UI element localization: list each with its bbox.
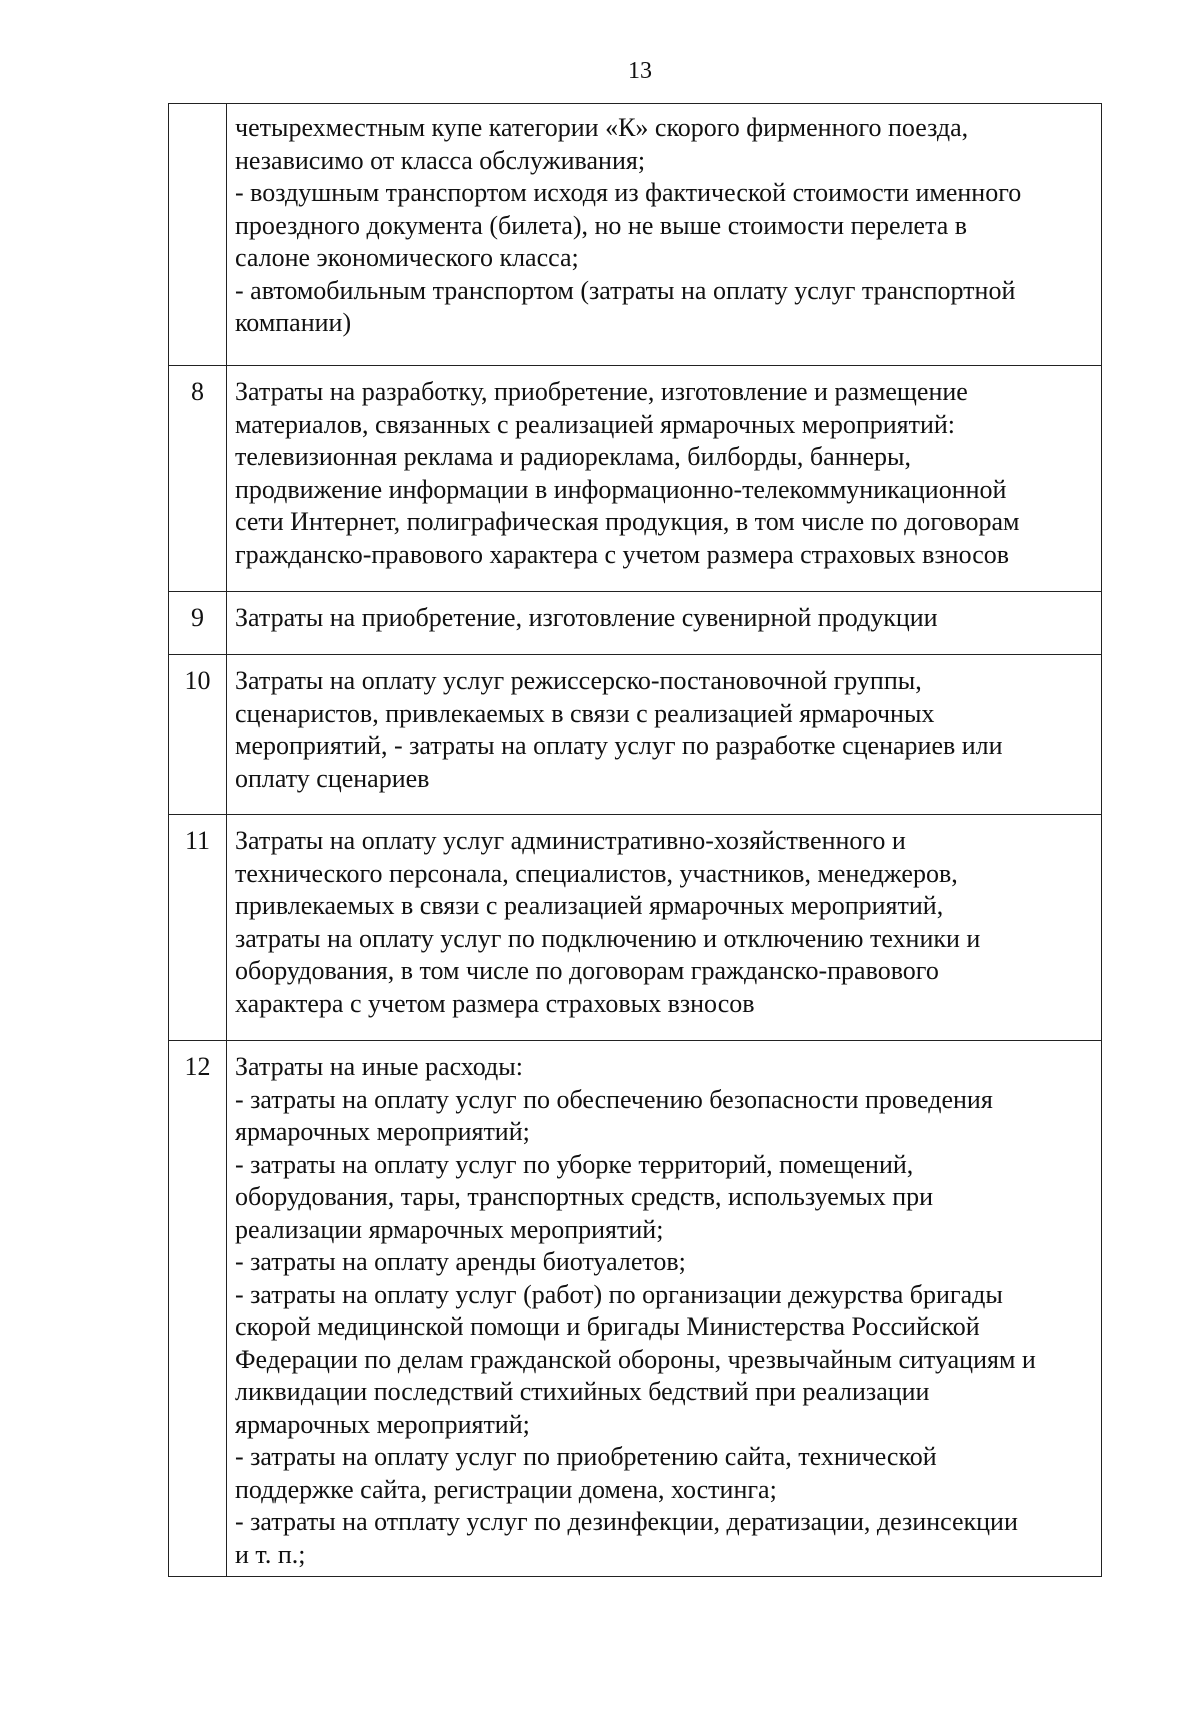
row-text xyxy=(227,815,1102,1041)
row-number: 10 xyxy=(169,655,227,815)
text-line: Затраты на приобретение, изготовление сувенирной продукции xyxy=(235,603,938,632)
table-row xyxy=(169,655,1102,815)
text-line: материалов, связанных с реализацией ярмарочных мероприятий: xyxy=(235,409,956,439)
text-line: оборудования, тары, транспортных средств, используемых при xyxy=(235,1182,934,1211)
row-text xyxy=(227,1041,1102,1577)
text-line: скорой медицинской помощи и бригады Министерства Российской xyxy=(235,1312,980,1341)
text-line: салоне экономического класса; xyxy=(235,243,579,272)
text-line: Затраты на оплату услуг режиссерско-постановочной группы, xyxy=(235,666,922,695)
text-line: Затраты на иные расходы: xyxy=(235,1052,523,1081)
text-line: четырехместным купе категории «К» скорого фирменного поезда, xyxy=(235,113,969,142)
text-line: - затраты на отплату услуг по дезинфекции, дератизации, дезинсекции xyxy=(235,1507,1018,1536)
table-row xyxy=(169,592,1102,655)
text-line: ярмарочных мероприятий; xyxy=(235,1117,530,1146)
text-line: - затраты на оплату услуг по обеспечению безопасности проведения xyxy=(235,1084,993,1114)
row-text xyxy=(227,366,1102,592)
text-line: и т. п.; xyxy=(235,1539,306,1569)
expenses-table xyxy=(168,103,1102,1577)
text-line: гражданско-правового характера с учетом размера страховых взносов xyxy=(235,539,1010,569)
table-row xyxy=(169,104,1102,366)
text-line: - затраты на оплату услуг по уборке территорий, помещений, xyxy=(235,1149,914,1179)
text-line: продвижение информации в информационно-телекоммуникационной xyxy=(235,474,1007,504)
text-line: поддержке сайта, регистрации домена, хостинга; xyxy=(235,1474,777,1504)
row-number: 8 xyxy=(169,366,227,592)
table-row xyxy=(169,366,1102,592)
text-line: компании) xyxy=(235,308,352,337)
text-line: ликвидации последствий стихийных бедствий при реализации xyxy=(235,1377,930,1406)
text-line: - автомобильным транспортом (затраты на оплату услуг транспортной xyxy=(235,275,1016,305)
text-line: - затраты на оплату аренды биотуалетов; xyxy=(235,1247,686,1276)
text-line: реализации ярмарочных мероприятий; xyxy=(235,1214,664,1244)
row-number: 12 xyxy=(169,1041,227,1577)
table-row xyxy=(169,1041,1102,1577)
row-number xyxy=(169,104,227,366)
text-line: привлекаемых в связи с реализацией ярмарочных мероприятий, xyxy=(235,891,944,920)
table-row xyxy=(169,815,1102,1041)
text-line: характера с учетом размера страховых взносов xyxy=(235,988,755,1018)
text-line: технического персонала, специалистов, участников, менеджеров, xyxy=(235,858,958,888)
text-line: сценаристов, привлекаемых в связи с реализацией ярмарочных xyxy=(235,698,935,728)
text-line: затраты на оплату услуг по подключению и отключению техники и xyxy=(235,923,981,953)
row-number: 9 xyxy=(169,592,227,655)
text-line: оплату сценариев xyxy=(235,763,430,793)
row-text xyxy=(227,655,1102,815)
text-line: проездного документа (билета), но не выше стоимости перелета в xyxy=(235,210,968,240)
text-line: сети Интернет, полиграфическая продукция, в том числе по договорам xyxy=(235,507,1020,536)
text-line: - затраты на оплату услуг по приобретению сайта, технической xyxy=(235,1442,937,1471)
text-line: Федерации по делам гражданской обороны, чрезвычайным ситуациям и xyxy=(235,1344,1036,1374)
text-line: мероприятий, - затраты на оплату услуг по разработке сценариев или xyxy=(235,731,1003,760)
text-line: ярмарочных мероприятий; xyxy=(235,1409,530,1439)
text-line: Затраты на оплату услуг административно-хозяйственного и xyxy=(235,826,906,855)
text-line: - затраты на оплату услуг (работ) по организации дежурства бригады xyxy=(235,1279,1003,1309)
row-text xyxy=(227,104,1102,366)
text-line: Затраты на разработку, приобретение, изготовление и размещение xyxy=(235,377,968,406)
text-line: телевизионная реклама и радиореклама, билборды, баннеры, xyxy=(235,442,912,471)
text-line: оборудования, в том числе по договорам гражданско-правового xyxy=(235,956,939,985)
page-number: 13 xyxy=(628,58,652,84)
row-number: 11 xyxy=(169,815,227,1041)
row-text xyxy=(227,592,1102,655)
text-line: независимо от класса обслуживания; xyxy=(235,145,646,175)
text-line: - воздушным транспортом исходя из фактической стоимости именного xyxy=(235,178,1022,207)
